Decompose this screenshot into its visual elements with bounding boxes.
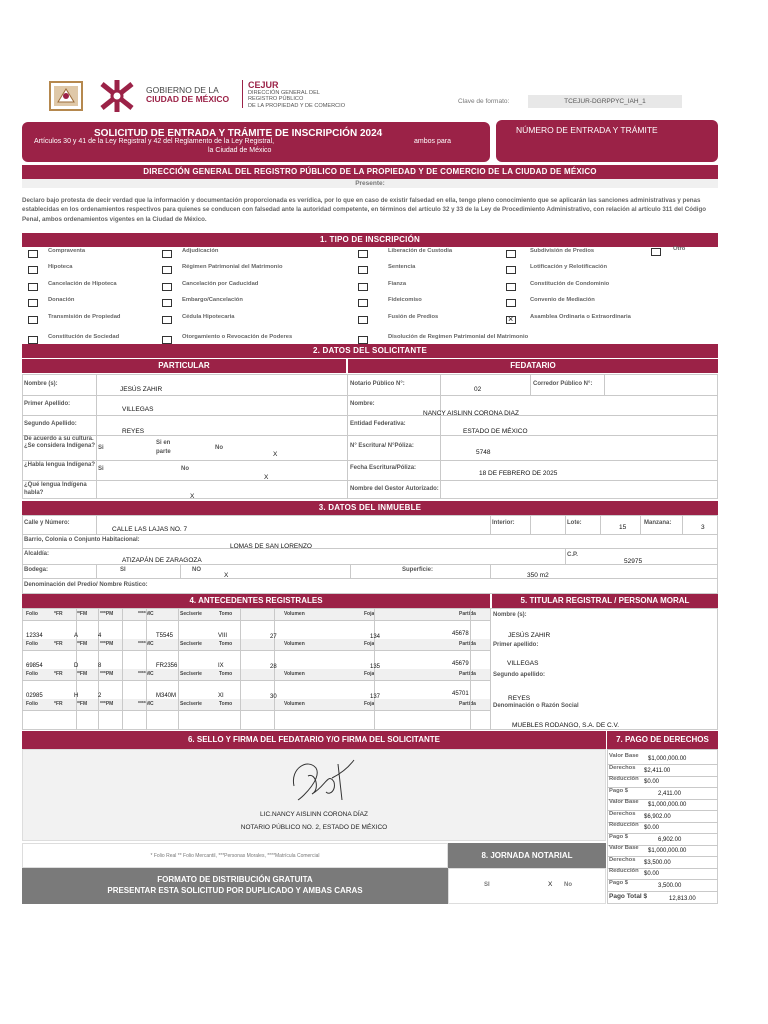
- table-header-cell: Partida: [459, 701, 476, 707]
- table-header-cell: Partida: [459, 641, 476, 647]
- checkbox-label: Convenio de Mediación: [530, 297, 595, 303]
- table-header-cell: ****MC: [138, 641, 154, 647]
- checkbox[interactable]: [506, 283, 516, 291]
- pago-label: Derechos: [609, 856, 636, 863]
- table-cell: 4: [98, 633, 102, 639]
- jornada-x: X: [548, 881, 553, 888]
- checkbox-label: Transmisión de Propiedad: [48, 314, 121, 320]
- direccion-bar: DIRECCIÓN GENERAL DEL REGISTRO PÚBLICO DE LA PROPIEDAD Y DE COMERCIO DE LA CIUDAD DE MÉXICO: [22, 165, 718, 179]
- table-header-cell: Folio: [26, 701, 38, 707]
- pago-total-label: Pago Total $: [609, 893, 648, 900]
- titular-nombre: JESÚS ZAHIR: [508, 632, 551, 639]
- checkbox[interactable]: [28, 283, 38, 291]
- checkbox-label: Hipoteca: [48, 264, 73, 270]
- titular-primer-apellido: VILLEGAS: [507, 660, 539, 667]
- checkbox[interactable]: [162, 266, 172, 274]
- cp-value: 52975: [624, 558, 643, 565]
- table-cell: IX: [218, 663, 224, 669]
- checkbox-label: Subdivisión de Predios: [530, 248, 595, 254]
- table-cell: VIII: [218, 633, 228, 639]
- table-cell: 45679: [452, 661, 469, 667]
- checkbox[interactable]: [506, 299, 516, 307]
- cejur-logo-text: CEJUR DIRECCIÓN GENERAL DEL REGISTRO PÚBLICO DE LA PROPIEDAD Y DE COMERCIO: [248, 80, 346, 109]
- table-cell: 134: [370, 634, 381, 640]
- pago-reduccion: $0.00: [644, 871, 660, 877]
- table-header-cell: Volumen: [284, 671, 305, 677]
- pago-label: Reducción: [609, 868, 639, 874]
- barrio-colonia: LOMAS DE SAN LORENZO: [230, 543, 312, 550]
- pago-valor: $1,000,000.00: [648, 802, 687, 808]
- table-cell: 69854: [26, 663, 43, 669]
- fedatario-header: FEDATARIO: [348, 359, 718, 373]
- firmante-nombre: LIC.NANCY AISLINN CORONA DÍAZ: [260, 811, 368, 818]
- titular-segundo-apellido: REYES: [508, 695, 531, 702]
- pago-label: Pago $: [609, 833, 629, 840]
- table-header-cell: Folio: [26, 641, 38, 647]
- form-title: SOLICITUD DE ENTRADA Y TRÁMITE DE INSCRIPCIÓN 2024: [94, 128, 383, 139]
- table-cell: M340M: [156, 693, 177, 699]
- checkbox[interactable]: [28, 266, 38, 274]
- jornada-notarial-bar: 8. JORNADA NOTARIAL: [448, 843, 606, 868]
- cdmx-knot-logo: [96, 78, 138, 114]
- table-cell: 137: [370, 694, 381, 700]
- table-header-cell: ****MC: [138, 671, 154, 677]
- checkbox[interactable]: [358, 336, 368, 344]
- firma-signature: [286, 756, 358, 806]
- lengua-x: X: [264, 474, 269, 481]
- bodega-x: X: [224, 572, 229, 579]
- checkbox-label: Disolución de Regimen Patrimonial del Matrimonio: [388, 334, 529, 340]
- checkbox-label: Otorgamiento o Revocación de Poderes: [182, 334, 293, 340]
- notario-numero: 02: [474, 386, 482, 393]
- pago-label: Derechos: [609, 810, 636, 817]
- checkbox-label: Lotificación y Relotificación: [530, 264, 607, 270]
- tipo-inscripcion-bar: 1. TIPO DE INSCRIPCIÓN: [22, 233, 718, 247]
- table-header-cell: Partida: [459, 671, 476, 677]
- table-cell: XI: [218, 693, 224, 699]
- pago-label: Valor Base: [609, 799, 639, 805]
- checkbox-label-otro: Otro: [673, 246, 686, 252]
- checkbox-label: Régimen Patrimonial del Matrimonio: [182, 264, 283, 270]
- table-cell: 45678: [452, 631, 469, 637]
- table-header-row: [23, 639, 490, 650]
- pago-pago: 3,500.00: [658, 882, 682, 889]
- titular-bar: 5. TITULAR REGISTRAL / PERSONA MORAL: [492, 594, 718, 608]
- pago-label: Valor Base: [609, 845, 639, 851]
- pago-reduccion: $0.00: [644, 825, 660, 831]
- table-cell: 45701: [452, 691, 469, 697]
- checkbox-label: Constitución de Condominio: [530, 281, 610, 287]
- table-header-cell: Sec/serie: [180, 701, 202, 707]
- clave-label: Clave de formato:: [458, 98, 510, 105]
- razon-social: MUEBLES RODANGO, S.A. DE C.V.: [512, 722, 620, 729]
- table-cell: T5545: [156, 633, 174, 639]
- gobierno-logo-text: GOBIERNO DE LA CIUDAD DE MÉXICO: [146, 85, 230, 104]
- pago-label: Derechos: [609, 764, 636, 771]
- checkbox-label: Fianza: [388, 281, 407, 287]
- solicitante-nombre: JESÚS ZAHIR: [120, 386, 163, 393]
- table-header-cell: ****MC: [138, 701, 154, 707]
- table-header-cell: Tomo: [219, 611, 233, 617]
- checkbox-label: Cancelación de Hipoteca: [48, 281, 117, 287]
- pago-derechos: $6,902.00: [644, 813, 671, 820]
- table-header-cell: Volumen: [284, 701, 305, 707]
- checkbox-label: Fusión de Predios: [388, 314, 439, 320]
- table-cell: 2: [98, 693, 102, 699]
- table-header-cell: ***PM: [100, 671, 114, 677]
- checkbox[interactable]: [28, 250, 38, 258]
- alcaldia-value: ATIZAPÁN DE ZARAGOZA: [122, 557, 202, 564]
- pago-derechos: $2,411.00: [644, 767, 671, 774]
- table-header-cell: *FR: [54, 701, 63, 707]
- nota-folios: * Folio Real ** Folio Mercantil, ***Personas Morales, ****Matrícula Comercial: [22, 843, 448, 868]
- table-cell: 30: [270, 694, 277, 700]
- table-cell: FR2356: [156, 663, 178, 669]
- checkbox-label: Cédula Hipotecaria: [182, 314, 235, 320]
- checkbox[interactable]: [162, 283, 172, 291]
- table-cell: 27: [270, 634, 277, 640]
- checkbox-label: Sentencia: [388, 264, 416, 270]
- pago-reduccion: $0.00: [644, 779, 660, 785]
- table-header-cell: Folio: [26, 671, 38, 677]
- table-header-cell: Foja: [364, 611, 375, 617]
- sello-firma-bar: 6. SELLO Y FIRMA DEL FEDATARIO Y/O FIRMA DEL SOLICITANTE: [22, 731, 606, 749]
- table-header-row: [23, 669, 490, 680]
- table-header-cell: Volumen: [284, 641, 305, 647]
- checkbox[interactable]: [162, 336, 172, 344]
- table-cell: 8: [98, 663, 102, 669]
- cdmx-shield-logo: [48, 80, 84, 112]
- table-cell: 28: [270, 664, 277, 670]
- pago-derechos: $3,500.00: [644, 859, 671, 866]
- superficie-value: 350 m2: [527, 572, 549, 579]
- checkbox[interactable]: [358, 299, 368, 307]
- table-cell: 135: [370, 664, 381, 670]
- table-header-cell: **FM: [76, 611, 88, 617]
- numero-entrada-box: NÚMERO DE ENTRADA Y TRÁMITE: [496, 120, 718, 162]
- table-cell: H: [74, 693, 79, 699]
- solicitante-primer-apellido: VILLEGAS: [122, 406, 154, 413]
- table-header-cell: *FR: [54, 641, 63, 647]
- checkbox-label: Constitución de Sociedad: [48, 334, 120, 340]
- table-header-cell: Foja: [364, 641, 375, 647]
- checkbox-label: Cancelación por Caducidad: [182, 281, 259, 287]
- manzana-value: 3: [701, 524, 705, 531]
- clave-value: TCEJUR-DGRPPYC_IAH_1: [528, 95, 682, 108]
- table-cell: D: [74, 663, 79, 669]
- checkbox[interactable]: [358, 283, 368, 291]
- table-header-cell: Partida: [459, 611, 476, 617]
- checkbox[interactable]: [28, 299, 38, 307]
- pago-label: Reducción: [609, 822, 639, 828]
- checkbox[interactable]: [162, 299, 172, 307]
- que-lengua-x: X: [190, 493, 195, 500]
- checkbox-otro[interactable]: [651, 248, 661, 256]
- table-header-cell: **FM: [76, 701, 88, 707]
- checkbox[interactable]: [506, 250, 516, 258]
- pago-label: Valor Base: [609, 753, 639, 759]
- footer-line2: PRESENTAR ESTA SOLICITUD POR DUPLICADO Y AMBAS CARAS: [107, 886, 363, 895]
- checkbox[interactable]: [162, 316, 172, 324]
- title-box: SOLICITUD DE ENTRADA Y TRÁMITE DE INSCRIPCIÓN 2024 Artículos 30 y 41 de la Ley Registral y 42 del Reglamento de la Ley Registral, ambos para la Ciudad de México: [22, 122, 490, 162]
- table-header-row: [23, 609, 490, 620]
- pago-derechos-bar: 7. PAGO DE DERECHOS: [607, 731, 718, 749]
- table-header-row: [23, 699, 490, 710]
- table-header-cell: ****MC: [138, 611, 154, 617]
- pago-label: Pago $: [609, 879, 629, 886]
- checkbox-label: Fideicomiso: [388, 297, 422, 303]
- table-header-cell: *FR: [54, 611, 63, 617]
- table-header-cell: Foja: [364, 701, 375, 707]
- checkbox[interactable]: [162, 250, 172, 258]
- table-header-cell: ***PM: [100, 701, 114, 707]
- table-cell: 12334: [26, 633, 43, 639]
- checkbox[interactable]: [358, 316, 368, 324]
- particular-header: PARTICULAR: [22, 359, 346, 373]
- table-header-cell: Sec/serie: [180, 641, 202, 647]
- indigena-x: X: [273, 451, 278, 458]
- fedatario-nombre: NANCY AISLINN CORONA DIAZ: [423, 410, 519, 417]
- declaracion-text: Declaro bajo protesta de decir verdad que la información y documentación proporcionada es verídica, por lo que en caso de existir falsedad en ella, tengo pleno conocimiento que se aplicarán las sanciones administrativas y penas establecidas en los ordenamientos respectivos para quienes se conducen con falsedad ante la autoridad competente, en términos del artículo 32 y 33 de la Ley de Procedimiento Administrativo, con relación al artículo 311 del Código Penal, ambos ordenamientos vigentes en la Ciudad de México.: [22, 197, 707, 223]
- datos-inmueble-bar: 3. DATOS DEL INMUEBLE: [22, 501, 718, 515]
- datos-solicitante-bar: 2. DATOS DEL SOLICITANTE: [22, 344, 718, 358]
- solicitante-segundo-apellido: REYES: [122, 428, 145, 435]
- table-header-cell: Volumen: [284, 611, 305, 617]
- pago-total: 12,813.00: [669, 896, 696, 902]
- table-header-cell: Tomo: [219, 641, 233, 647]
- table-header-cell: **FM: [76, 641, 88, 647]
- checkbox[interactable]: [506, 266, 516, 274]
- checkbox-label: Donación: [48, 297, 75, 303]
- fedatario-entidad: ESTADO DE MÉXICO: [463, 428, 528, 435]
- firmante-cargo: NOTARIO PÚBLICO NO. 2, ESTADO DE MÉXICO: [240, 824, 388, 831]
- checkbox-label: Liberación de Custodia: [388, 248, 453, 254]
- footer-box: [22, 868, 448, 904]
- table-header-cell: ***PM: [100, 611, 114, 617]
- escritura-fecha: 18 DE FEBRERO DE 2025: [479, 470, 558, 477]
- pago-valor: $1,000,000.00: [648, 848, 687, 854]
- pago-pago: 6,902.00: [658, 836, 682, 843]
- pago-valor: $1,000,000.00: [648, 756, 687, 762]
- lote-value: 15: [619, 524, 627, 531]
- table-header-cell: Tomo: [219, 701, 233, 707]
- checkbox[interactable]: [358, 250, 368, 258]
- table-header-cell: ***PM: [100, 641, 114, 647]
- presente-label: Presente:: [22, 179, 718, 188]
- table-header-cell: Sec/serie: [180, 671, 202, 677]
- pago-label: Pago $: [609, 787, 629, 794]
- table-header-cell: Folio: [26, 611, 38, 617]
- checkbox-label: Asamblea Ordinaria o Extraordinaria: [530, 314, 631, 320]
- table-cell: 02985: [26, 693, 43, 699]
- checkbox[interactable]: [28, 316, 38, 324]
- checkbox-label: Embargo/Cancelación: [182, 297, 243, 303]
- pago-pago: 2,411.00: [658, 790, 681, 797]
- checkbox[interactable]: [358, 266, 368, 274]
- table-header-cell: *FR: [54, 671, 63, 677]
- antecedentes-bar: 4. ANTECEDENTES REGISTRALES: [22, 594, 490, 608]
- checkbox-label: Compraventa: [48, 248, 86, 254]
- footer-line1: FORMATO DE DISTRIBUCIÓN GRATUITA: [157, 875, 313, 884]
- checkbox[interactable]: [28, 336, 38, 344]
- table-header-cell: Tomo: [219, 671, 233, 677]
- checkbox[interactable]: [506, 316, 516, 324]
- table-header-cell: Sec/serie: [180, 611, 202, 617]
- table-header-cell: Foja: [364, 671, 375, 677]
- table-cell: A: [74, 633, 79, 639]
- table-header-cell: **FM: [76, 671, 88, 677]
- checkbox-label: Adjudicación: [182, 248, 219, 254]
- escritura-numero: 5748: [476, 449, 491, 456]
- pago-label: Reducción: [609, 776, 639, 782]
- calle-numero: CALLE LAS LAJAS NO. 7: [112, 526, 188, 533]
